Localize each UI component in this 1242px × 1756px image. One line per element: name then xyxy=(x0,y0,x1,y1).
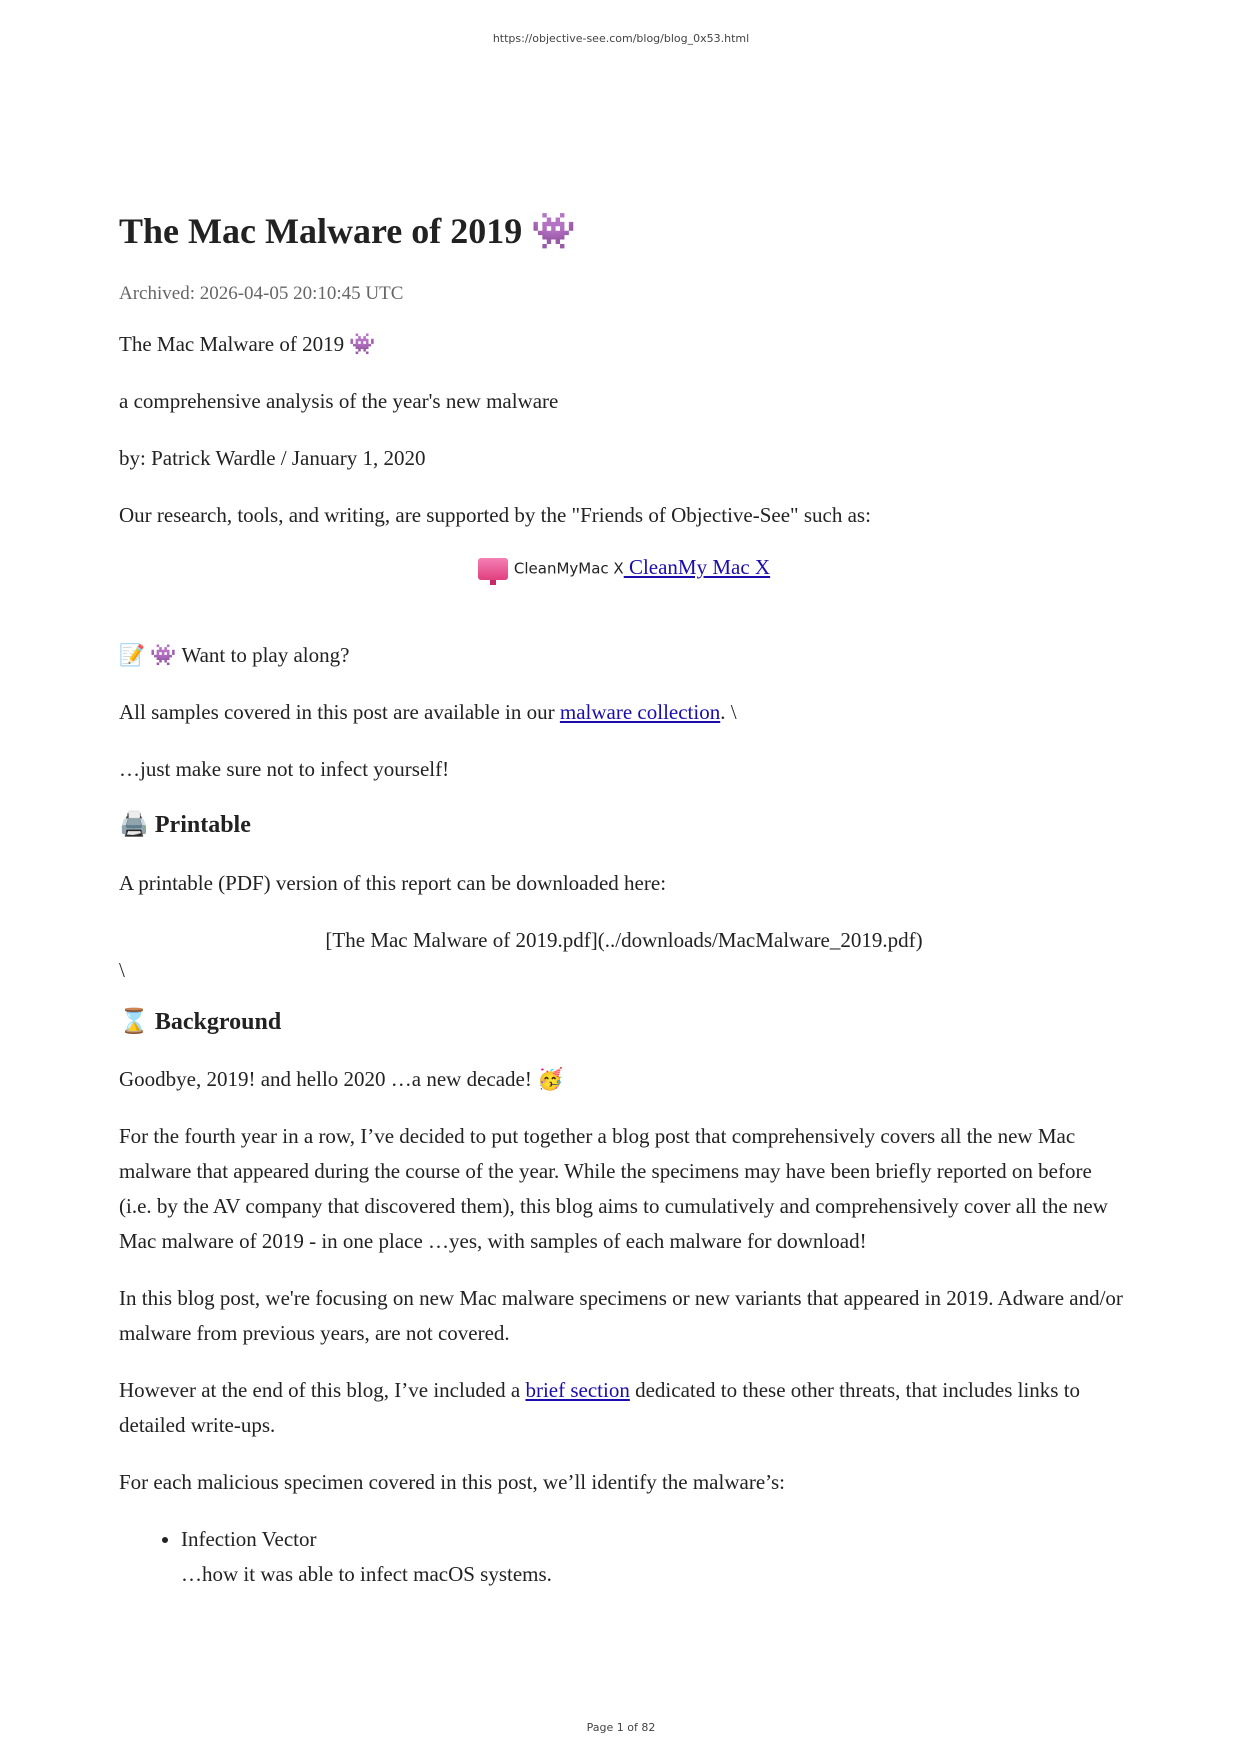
byline: by: Patrick Wardle / January 1, 2020 xyxy=(119,446,426,471)
sponsor-logo[interactable] xyxy=(478,558,624,580)
malware-attributes-list xyxy=(119,1522,1129,1592)
repeat-title xyxy=(119,327,1129,362)
archived-timestamp: Archived: 2026-04-05 20:10:45 UTC xyxy=(119,283,404,305)
p4-text-before: However at the end of this blog, I’ve included a xyxy=(119,1377,526,1402)
samples-suffix: . \ xyxy=(720,700,737,725)
sponsor-logo-text: CleanMyMac X xyxy=(513,559,624,578)
page-title-text: The Mac Malware of 2019 xyxy=(119,211,523,251)
background-paragraph-5: For each malicious specimen covered in this post, we’ll identify the malware’s: xyxy=(119,1469,785,1494)
subtitle: a comprehensive analysis of the year's new malware xyxy=(119,389,559,414)
article xyxy=(119,210,1129,1592)
malware-collection-link[interactable]: malware collection xyxy=(559,700,721,725)
play-along-heading-text: Want to play along? xyxy=(181,643,350,668)
background-intro-text: Goodbye, 2019! and hello 2020 …a new decade! xyxy=(119,1066,532,1091)
samples-paragraph xyxy=(119,695,1129,730)
list-item-title: Infection Vector xyxy=(181,1526,317,1551)
alien-monster-icon: 👾 xyxy=(150,643,177,668)
play-along-heading xyxy=(119,638,1129,673)
printer-icon: 🖨️ xyxy=(119,810,149,839)
support-text: Our research, tools, and writing, are supported by the "Friends of Objective-See" such as: xyxy=(119,503,871,528)
printable-heading xyxy=(119,809,1129,841)
backslash-line: \ xyxy=(119,957,125,982)
brief-section-link[interactable]: brief section xyxy=(525,1377,630,1402)
page-url: https://objective-see.com/blog/blog_0x53.html xyxy=(492,32,750,45)
printable-text: A printable (PDF) version of this report can be downloaded here: xyxy=(119,870,667,895)
sponsor-link[interactable]: CleanMy Mac X xyxy=(623,555,771,580)
samples-text: All samples covered in this post are available in our xyxy=(119,700,560,725)
background-paragraph-2: For the fourth year in a row, I’ve decided to put together a blog post that comprehensively covers all the new Mac malware that appeared during the course of the year. While the specimens may have been briefly reported on before (i.e. by the AV company that discovered them), this blog aims to cumulatively and comprehensively cover all the new Mac malware of 2019 - in one place …yes, with samples of each malware for download! xyxy=(119,1123,1108,1253)
party-face-icon: 🥳 xyxy=(537,1066,564,1091)
background-intro xyxy=(119,1062,1129,1097)
pdf-download-line: [The Mac Malware of 2019.pdf](../downloads/MacMalware_2019.pdf) xyxy=(325,927,923,952)
sponsor-block xyxy=(119,555,1129,580)
alien-monster-icon: 👾 xyxy=(531,211,577,252)
hourglass-icon: ⌛ xyxy=(119,1006,149,1035)
page-number: Page 1 of 82 xyxy=(586,1721,656,1734)
alien-monster-icon: 👾 xyxy=(349,332,376,357)
infection-warning: …just make sure not to infect yourself! xyxy=(119,757,450,782)
cleanmymac-icon xyxy=(478,558,508,580)
memo-icon: 📝 xyxy=(119,643,146,668)
background-heading-text: Background xyxy=(154,1008,282,1035)
repeat-title-text: The Mac Malware of 2019 xyxy=(119,332,345,357)
background-paragraph-3: In this blog post, we're focusing on new Mac malware specimens or new variants that appeared in 2019. Adware and/or malware from previous years, are not covered. xyxy=(119,1285,1123,1345)
background-paragraph-4 xyxy=(119,1373,1129,1443)
printable-heading-text: Printable xyxy=(154,812,251,839)
background-heading xyxy=(119,1006,1129,1038)
list-item xyxy=(181,1522,1129,1592)
page-title xyxy=(119,210,1129,253)
list-item-description: …how it was able to infect macOS systems. xyxy=(181,1561,552,1586)
p4-text-after: dedicated to these other threats, that includes links to detailed write-ups. xyxy=(119,1377,1081,1437)
